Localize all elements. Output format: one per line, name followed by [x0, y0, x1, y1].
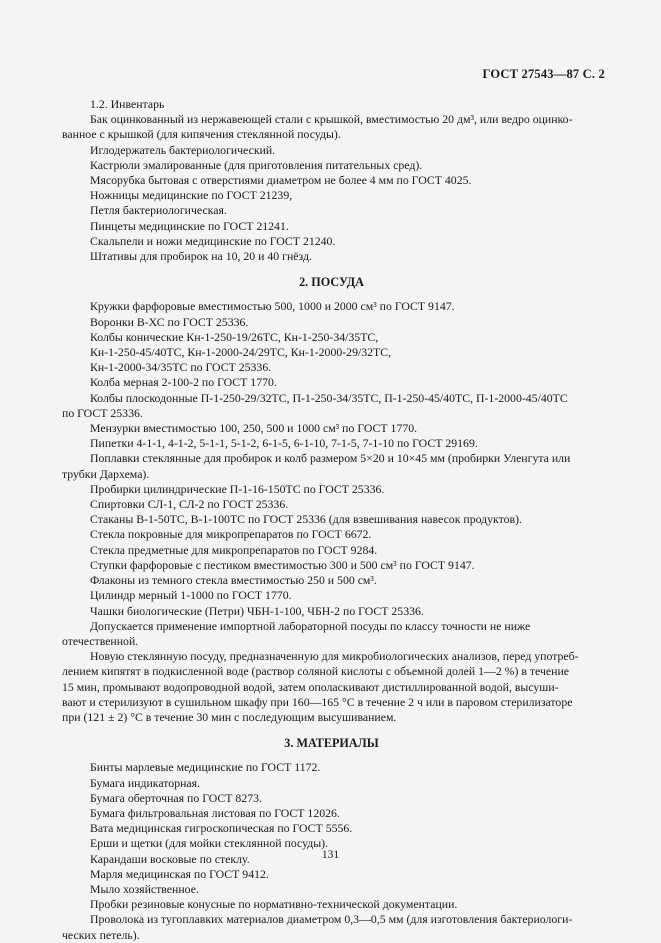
- text-line: Пробирки цилиндрические П-1-16-150ТС по ГОСТ 25336.: [90, 481, 385, 496]
- text-line: Марля медицинская по ГОСТ 9412.: [90, 866, 269, 881]
- section-1-2-title: 1.2. Инвентарь: [90, 97, 165, 111]
- text-line: Колба мерная 2-100-2 по ГОСТ 1770.: [90, 375, 277, 390]
- section-3-heading: 3. МАТЕРИАЛЫ: [284, 736, 379, 751]
- text-line: Цилиндр мерный 1-1000 по ГОСТ 1770.: [90, 588, 292, 603]
- text-line: Мыло хозяйственное.: [90, 881, 199, 896]
- text-line: Бумага оберточная по ГОСТ 8273.: [90, 790, 262, 805]
- text-line: Бумага фильтровальная листовая по ГОСТ 12026.: [90, 805, 340, 820]
- text-line: Ножницы медицинские по ГОСТ 21239,: [90, 188, 293, 203]
- page-header: ГОСТ 27543—87 С. 2: [482, 67, 605, 81]
- page-number: 131: [321, 849, 340, 861]
- text-line: Спиртовки СЛ-1, СЛ-2 по ГОСТ 25336.: [90, 497, 289, 512]
- text-line: по ГОСТ 25336.: [62, 405, 143, 420]
- text-line: ванное с крышкой (для кипячения стеклянной посуды).: [62, 127, 341, 142]
- text-line: трубки Дархема).: [62, 466, 150, 481]
- text-line: Штативы для пробирок на 10, 20 и 40 гнёзд.: [90, 249, 312, 264]
- text-line: 15 мин, промывают водопроводной водой, затем ополаскивают дистиллированной водой, высуши-: [62, 679, 559, 694]
- text-line: Колбы плоскодонные П-1-250-29/32ТС, П-1-250-34/35ТС, П-1-250-45/40ТС, П-1-2000-45/40ТС: [90, 390, 568, 405]
- text-line: лением кипятят в подкисленной воде (раствор соляной кислоты с объемной долей 1—2 %) в течение: [62, 664, 570, 679]
- text-line: при (121 ± 2) °С в течение 30 мин с последующим высушиванием.: [62, 709, 397, 724]
- text-line: Кастрюли эмалированные (для приготовления питательных сред).: [90, 157, 423, 172]
- text-line: Колбы конические Кн-1-250-19/26ТС, Кн-1-250-34/35ТС,: [90, 329, 379, 344]
- text-line: Стекла предметные для микропрепаратов по ГОСТ 9284.: [90, 542, 378, 557]
- text-line: Стаканы В-1-50ТС, В-1-100ТС по ГОСТ 25336 (для взвешивания навесок продуктов).: [90, 512, 522, 527]
- text-line: Воронки В-ХС по ГОСТ 25336.: [90, 314, 249, 329]
- text-line: Скальпели и ножи медицинские по ГОСТ 21240.: [90, 233, 336, 248]
- text-line: Кн-1-2000-34/35ТС по ГОСТ 25336.: [90, 360, 272, 375]
- section-2-list: [62, 299, 601, 725]
- text-line: Флаконы из темного стекла вместимостью 250 и 500 см³.: [90, 573, 377, 588]
- text-line: Пинцеты медицинские по ГОСТ 21241.: [90, 218, 289, 233]
- text-line: Бумага индикаторная.: [90, 775, 201, 790]
- text-line: Мясорубка бытовая с отверстиями диаметром не более 4 мм по ГОСТ 4025.: [90, 173, 472, 188]
- text-line: ческих петель).: [62, 927, 140, 942]
- text-line: Пробки резиновые конусные по нормативно-технической документации.: [90, 897, 458, 912]
- text-line: вают и стерилизуют в сушильном шкафу при 160—165 °С в течение 2 ч или в паровом стерилизаторе: [62, 694, 573, 709]
- text-line: Кружки фарфоровые вместимостью 500, 1000 и 2000 см³ по ГОСТ 9147.: [90, 299, 455, 314]
- text-line: Поплавки стеклянные для пробирок и колб размером 5×20 и 10×45 мм (пробирки Уленгута или: [90, 451, 571, 466]
- text-line: Ерши и щетки (для мойки стеклянной посуды).: [90, 836, 329, 851]
- text-line: Бак оцинкованный из нержавеющей стали с крышкой, вместимостью 20 дм³, или ведро оцинко-: [90, 112, 573, 127]
- section-2-heading: 2. ПОСУДА: [299, 275, 364, 290]
- text-line: Ступки фарфоровые с пестиком вместимостью 300 и 500 см³ по ГОСТ 9147.: [90, 557, 475, 572]
- text-line: Вата медицинская гигроскопическая по ГОСТ 5556.: [90, 821, 353, 836]
- text-line: Кн-1-250-45/40ТС, Кн-1-2000-24/29ТС, Кн-1-2000-29/32ТС,: [90, 345, 392, 360]
- text-line: Допускается применение импортной лабораторной посуды по классу точности не ниже: [90, 618, 531, 633]
- document-body: [62, 97, 601, 943]
- text-line: Чашки биологические (Петри) ЧБН-1-100, ЧБН-2 по ГОСТ 25336.: [90, 603, 424, 618]
- section-1-2-list: [62, 112, 601, 264]
- text-line: Карандаши восковые по стеклу.: [90, 851, 250, 866]
- text-line: Иглодержатель бактериологический.: [90, 142, 276, 157]
- text-line: Новую стеклянную посуду, предназначенную для микробиологических анализов, перед употреб-: [90, 649, 579, 664]
- text-line: отечественной.: [62, 633, 139, 648]
- text-line: Стекла покровные для микропрепаратов по ГОСТ 6672.: [90, 527, 372, 542]
- text-line: Петля бактериологическая.: [90, 203, 227, 218]
- text-line: Пипетки 4-1-1, 4-1-2, 5-1-1, 5-1-2, 6-1-5, 6-1-10, 7-1-5, 7-1-10 по ГОСТ 29169.: [90, 436, 478, 451]
- text-line: Проволока из тугоплавких материалов диаметром 0,3—0,5 мм (для изготовления бактериологи-: [90, 912, 573, 927]
- text-line: Бинты марлевые медицинские по ГОСТ 1172.: [90, 760, 321, 775]
- text-line: Мензурки вместимостью 100, 250, 500 и 1000 см³ по ГОСТ 1770.: [90, 421, 418, 436]
